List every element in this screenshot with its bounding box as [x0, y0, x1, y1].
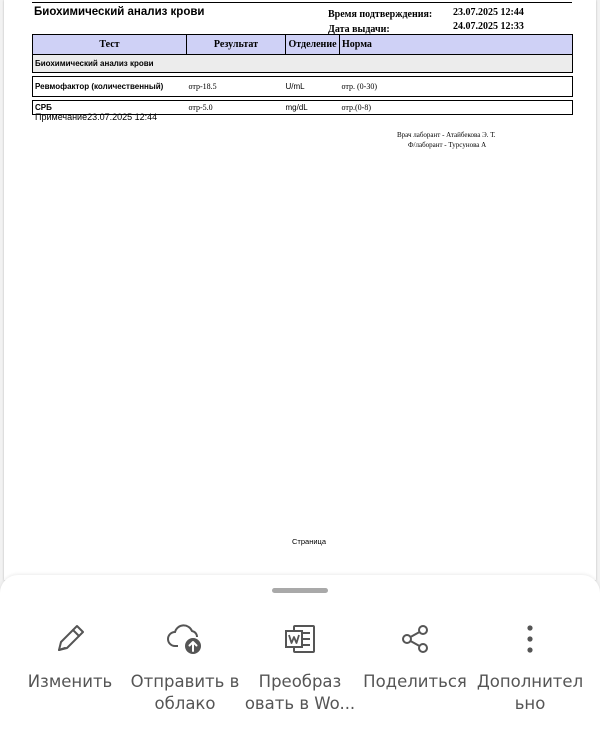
more-button[interactable] — [470, 619, 590, 739]
header-department: Отделение — [286, 35, 340, 55]
table-row — [33, 77, 573, 97]
edit-label: Изменить — [27, 672, 113, 691]
page-label: Страница — [292, 537, 326, 546]
share-icon — [395, 619, 435, 659]
convert-to-word-button[interactable] — [240, 619, 360, 739]
more-label: Дополнител ьно — [476, 672, 584, 713]
send-to-cloud-button[interactable] — [125, 619, 245, 739]
issue-date-label: Дата выдачи: — [328, 24, 390, 35]
issue-date-value: 24.07.2025 12:33 — [453, 21, 524, 32]
more-vertical-icon — [510, 619, 550, 659]
cell-norm: отр. (0-30) — [340, 77, 573, 97]
cell-result: отр-18.5 — [187, 77, 286, 97]
header-test: Тест — [33, 35, 187, 55]
cell-result: отр-5.0 — [187, 101, 286, 115]
drag-handle[interactable] — [272, 588, 328, 593]
section-row — [33, 55, 573, 73]
cell-unit: mg/dL — [286, 101, 340, 115]
header-norm: Норма — [340, 35, 573, 55]
signature-assistant: Ф/лаборант - Турсунова А — [408, 141, 487, 149]
doc-title: Биохимический анализ крови — [34, 6, 205, 18]
send-to-cloud-label: Отправить в облако — [130, 672, 240, 713]
confirm-time-value: 23.07.2025 12:44 — [453, 7, 524, 18]
convert-to-word-label: Преобраз овать в Wo... — [244, 672, 356, 713]
cell-test: СРБ — [33, 101, 187, 115]
signature-doctor: Врач лаборант - Атайбекова Э. Т. — [397, 131, 496, 139]
cloud-upload-icon — [165, 619, 205, 659]
results-table — [32, 34, 573, 115]
share-button[interactable] — [355, 619, 475, 739]
cell-unit: U/mL — [286, 77, 340, 97]
word-icon — [280, 619, 320, 659]
top-rule — [32, 2, 572, 3]
cell-norm: отр.(0-8) — [340, 101, 573, 115]
pencil-icon — [50, 619, 90, 659]
table-header-row — [33, 35, 573, 55]
edit-button[interactable] — [10, 619, 130, 739]
section-title: Биохимический анализ крови — [33, 55, 573, 73]
note: Примечание23.07.2025 12:44 — [35, 112, 158, 122]
cell-test: Ревмофактор (количественный) — [33, 77, 187, 97]
header-result: Результат — [187, 35, 286, 55]
bottom-action-sheet — [0, 575, 600, 745]
share-label: Поделиться — [363, 672, 467, 691]
confirm-time-label: Время подтверждения: — [328, 9, 433, 20]
document-page — [4, 0, 596, 580]
